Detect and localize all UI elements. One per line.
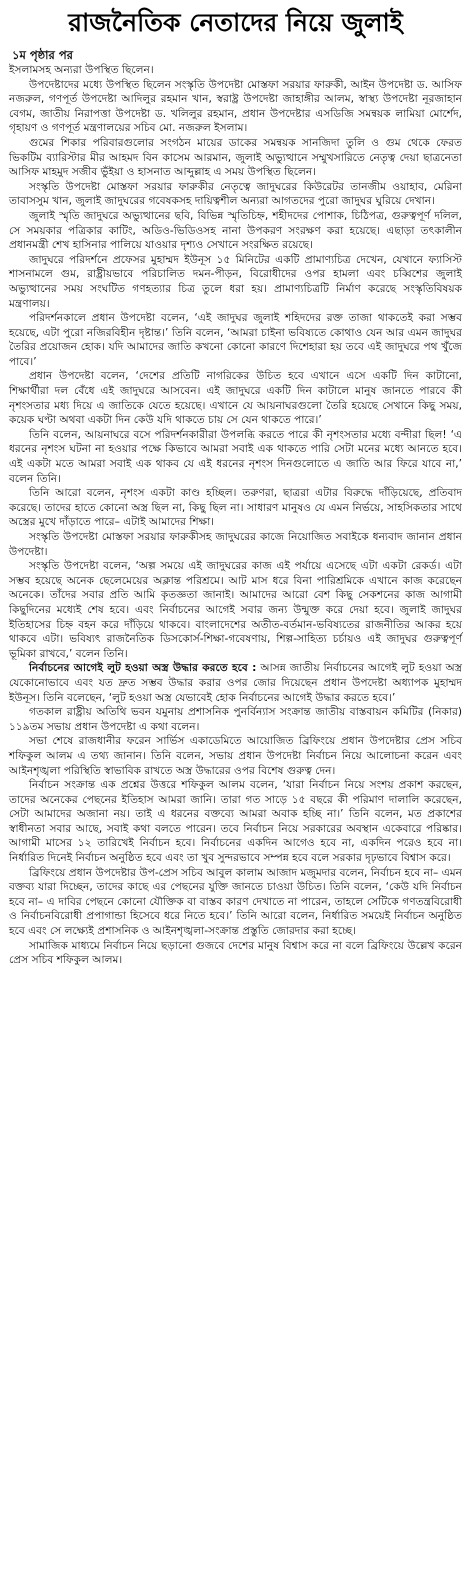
article-paragraph: গতকাল রাষ্ট্রীয় অতিথি ভবন যমুনায় প্রশাসনিক পুনর্বিন্যাস সংক্রান্ত জাতীয় বাস্তবায়ন কমিটির (নিকার) ১১৯তম সভায় প্রধান উপদেষ্টা এ কথা বলেন। xyxy=(9,706,462,733)
article-paragraph: সভা শেষে রাজধানীর ফরেন সার্ভিস একাডেমিতে আয়োজিত ব্রিফিংয়ে প্রধান উপদেষ্টার প্রেস সচিব শফিকুল আলম এ তথ্য জানান। তিনি বলেন, সভায় প্রধান উপদেষ্টা নির্বাচন নিয়ে আলোচনা করেন এবং আইনশৃঙ্খলা পরিস্থিতি স্বাভাবিক রাখতে অস্ত্র উদ্ধারের ওপর বিশেষ গুরুত্ব দেন। xyxy=(9,735,462,777)
article-paragraph: তিনি আরো বলেন, নৃশংস একটা কাণ্ড হচ্ছিল। তরুণরা, ছাত্ররা এটার বিরুদ্ধে দাঁড়িয়েছে, প্রতিবাদ করেছে। তাদের হাতে কোনো অস্ত্র ছিল না, কিছু ছিল না। সাধারণ মানুষও যে এমন নির্ভয়ে, সাহসিকতার সাথে অস্ত্রের মুখে দাঁড়াতে পারে– এটাই আমাদের শিক্ষা। xyxy=(9,487,462,529)
article-paragraph: ব্রিফিংয়ে প্রধান উপদেষ্টার উপ-প্রেস সচিব আবুল কালাম আজাদ মজুমদার বলেন, নির্বাচন হবে না– এমন বক্তব্য যারা দিচ্ছেন, তাদের কাছে এর পেছনের যুক্তি জানতে চাওয়া উচিত। তিনি বলেন, ‘কেউ যদি নির্বাচন হবে না– এ দাবির পেছনে কোনো যৌক্তিক বা বাস্তব কারণ দেখাতে না পারেন, তাহলে সেটিকে গণতন্ত্রবিরোধী ও নির্বাচনবিরোধী প্রপাগান্ডা হিসেবে ধরে নিতে হবে।’ তিনি আরো বলেন, নির্ধারিত সময়েই নির্বাচন অনুষ্ঠিত হবে এবং সে লক্ষ্যেই প্রশাসনিক ও আইনশৃঙ্খলা-সংক্রান্ত প্রস্তুতি জোরদার করা হচ্ছে। xyxy=(9,866,462,938)
article-subhead: নির্বাচনের আগেই লুট হওয়া অস্ত্র উদ্ধার করতে হবে : xyxy=(29,662,257,675)
article-paragraph: নির্বাচন সংক্রান্ত এক প্রশ্নের উত্তরে শফিকুল আলম বলেন, ‘যারা নির্বাচন নিয়ে সংশয় প্রকাশ করছেন, তাদের অনেকের পেছনের ইতিহাস আমরা জানি। তারা গত সাড়ে ১৫ বছরে কী পরিমাণ দালালি করেছেন, সেটা আমাদের অজানা নয়। তাই এ ধরনের বক্তব্যে আমরা অবাক হচ্ছি না।’ তিনি বলেন, মত প্রকাশের স্বাধীনতা সবার আছে, সবাই কথা বলতে পারেন। তবে নির্বাচন নিয়ে সরকারের অবস্থান একেবারে পরিষ্কার। আগামী মাসের ১২ তারিখেই নির্বাচন হবে। নির্বাচনের একদিন আগেও হবে না, একদিন পরেও হবে না। নির্ধারিত দিনেই নির্বাচন অনুষ্ঠিত হবে এবং তা খুব সুন্দরভাবে সম্পন্ন হবে বলে সরকার দৃঢ়ভাবে বিশ্বাস করে। xyxy=(9,779,462,865)
article-paragraph: সংস্কৃতি উপদেষ্টা মোস্তফা সরয়ার ফারুকীসহ জাদুঘরের কাজে নিয়োজিত সবাইকে ধন্যবাদ জানান প্রধান উপদেষ্টা। xyxy=(9,531,462,558)
article-headline: রাজনৈতিক নেতাদের নিয়ে জুলাই xyxy=(68,8,403,37)
article-paragraph: গুমের শিকার পরিবারগুলোর সংগঠন মায়ের ডাকের সমন্বয়ক সানজিদা তুলি ও গুম থেকে ফেরত ভিকটিম ব্যারিস্টার মীর আহমদ বিন কাসেম আরমান, জুলাই অভ্যুত্থানে সম্মুখসারিতে নেতৃত্ব দেয়া ছাত্রনেতা আসিফ মাহমুদ সজীব ভুঁইয়া ও হাসনাত আব্দুল্লাহ এ সময় উপস্থিত ছিলেন। xyxy=(9,136,462,179)
article-paragraph: সামাজিক মাধ্যমে নির্বাচন নিয়ে ছড়ানো গুজবে দেশের মানুষ বিশ্বাস করে না বলে ব্রিফিংয়ে উল্লেখ করেন প্রেস সচিব শফিকুল আলম। xyxy=(9,939,462,967)
article-paragraph: তিনি বলেন, আয়নাঘরে বসে পরিদর্শনকারীরা উপলব্ধি করতে পারে কী নৃশংসতার মধ্যে বন্দীরা ছিল! ‘এ ধরনের নৃশংস ঘটনা না হওয়ার পক্ষে কিভাবে আমরা সবাই এক থাকতে পারি সেটা মনের মধ্যে আনতে হবে। এই একটা মতে আমরা সবাই এক থাকব যে এই ধরনের নৃশংস দিনগুলোতে এ জাতি আর ফিরে যাবে না,’ বলেন তিনি। xyxy=(9,428,462,485)
article-paragraph: পরিদর্শনকালে প্রধান উপদেষ্টা বলেন, ‘এই জাদুঘর জুলাই শহিদদের রক্ত তাজা থাকতেই করা সম্ভব হয়েছে, এটা পুরো নজিরবিহীন দৃষ্টান্ত।’ তিনি বলেন, ‘আমরা চাইনা ভবিষ্যতে কোথাও যেন আর এমন জাদুঘর তৈরির প্রয়োজন হোক। যদি আমাদের জাতি কখনো কোনো কারণে দিশেহারা হয় তবে এই জাদুঘরে পথ খুঁজে পাবে।’ xyxy=(9,312,462,368)
article-paragraph: উপদেষ্টাদের মধ্যে উপস্থিত ছিলেন সংস্কৃতি উপদেষ্টা মোস্তফা সরয়ার ফারুকী, আইন উপদেষ্টা ড. আসিফ নজরুল, গণপূর্ত উপদেষ্টা আদিলুর রহমান খান, স্বরাষ্ট্র উপদেষ্টা জাহাঙ্গীর আলম, স্বাস্থ্য উপদেষ্টা নূরজাহান বেগম, জাতীয় নিরাপত্তা উপদেষ্টা ড. খলিলুর রহমান, প্রধান উপদেষ্টার এসডিজি সমন্বয়ক লামিয়া মোর্শেদ, গৃহায়ণ ও গণপূর্ত মন্ত্রণালয়ের সচিব মো. নজরুল ইসলাম। xyxy=(9,78,462,135)
article-paragraph: জাদুঘরে পরিদর্শনে প্রফেসর মুহাম্মদ ইউনূস ১৫ মিনিটের একটি প্রামাণ্যচিত্র দেখেন, যেখানে ফ্যাসিস্ট শাসনামলে গুম, রাষ্ট্রীয়ভাবে পরিচালিত দমন-পীড়ন, বিরোধীদের ওপর হামলা এবং চব্বিশের জুলাই অভ্যুত্থানের সময় সংঘটিত গণহত্যার চিত্র তুলে ধরা হয়। প্রামাণ্যচিত্রটি নির্মাণ করেছে সংস্কৃতিবিষয়ক মন্ত্রণালয়। xyxy=(9,253,462,310)
article-paragraph: প্রধান উপদেষ্টা বলেন, ‘দেশের প্রতিটি নাগরিকের উচিত হবে এখানে এসে একটি দিন কাটানো, শিক্ষার্থীরা দল বেঁধে এই জাদুঘরে আসবেন। এই জাদুঘরে একটি দিন কাটালে মানুষ জানতে পারবে কী নৃশংসতার মধ্য দিয়ে এ জাতিকে যেতে হয়েছে। এখানে যে আয়নাঘরগুলো তৈরি হয়েছে সেখানে কিছু সময়, কয়েক ঘণ্টা অথবা একটা দিন কেউ যদি থাকতে চায় সে যেন থাকতে পারে।’ xyxy=(9,370,462,427)
article-paragraph: সংস্কৃতি উপদেষ্টা বলেন, ‘অল্প সময়ে এই জাদুঘরের কাজ এই পর্যায়ে এসেছে এটা একটা রেকর্ড। এটা সম্ভব হয়েছে অনেক ছেলেমেয়ের অক্লান্ত পরিশ্রমে। আট মাস ধরে বিনা পারিশ্রমিকে এখানে কাজ করেছেন অনেকে। তাঁদের সবার প্রতি আমি কৃতজ্ঞতা জানাই। আমাদের আরো বেশ কিছু সেকশনের কাজ আগামী কিছুদিনের মধ্যেই শেষ হবে। এবং নির্বাচনের আগেই সবার জন্য উন্মুক্ত করে দেয়া হবে। জুলাই জাদুঘর ইতিহাসের চিহ্ন বহন করে দাঁড়িয়ে থাকবে। বাংলাদেশের অতীত-বর্তমান-ভবিষ্যতের রাজনীতির আকর হয়ে থাকবে এটা। ভবিষ্যৎ রাজনৈতিক ডিসকোর্স-শিক্ষা-গবেষণায়, শিল্প-সাহিত্য চর্চায়ও এই জাদুঘর গুরুত্বপূর্ণ ভূমিকা রাখবে,’ বলেন তিনি। xyxy=(9,560,462,660)
article-paragraph: সংস্কৃতি উপদেষ্টা মোস্তফা সরয়ার ফারুকীর নেতৃত্বে জাদুঘরের কিউরেটর তানজীম ওয়াহাব, মেরিনা তাবাসসুম খান, জুলাই জাদুঘরের গবেষকসহ দায়িত্বশীল অন্যরা আগতদের পুরো জাদুঘর ঘুরিয়ে দেখান। xyxy=(9,180,462,208)
article-paragraph: জুলাই স্মৃতি জাদুঘরে অভ্যুত্থানের ছবি, বিভিন্ন স্মৃতিচিহ্ন, শহীদদের পোশাক, চিঠিপত্র, গুরুত্বপূর্ণ দলিল, সে সময়কার পত্রিকার কাটিং, অডিও-ভিডিওসহ নানা উপকরণ সংরক্ষণ করা হয়েছে। এছাড়া তৎকালীন প্রধানমন্ত্রী শেখ হাসিনার পালিয়ে যাওয়ার দৃশ্যও সেখানে সংরক্ষিত রয়েছে। xyxy=(9,209,462,252)
article-paragraph: ইসলামসহ অন্যরা উপস্থিত ছিলেন। xyxy=(9,64,154,76)
article-body xyxy=(9,63,462,968)
subhead-paragraph-text: আসন্ন জাতীয় নির্বাচনের আগেই লুট হওয়া অস্ত্র যেকোনোভাবে এবং যত দ্রুত সম্ভব উদ্ধার করার ওপর জোর দিয়েছেন প্রধান উপদেষ্টা অধ্যাপক মুহাম্মদ ইউনূস। তিনি বলেছেন, ‘লুট হওয়া অস্ত্র যেভাবেই হোক নির্বাচনের আগেই উদ্ধার করতে হবে।’ xyxy=(9,662,462,704)
subhead-paragraph xyxy=(9,661,462,705)
continuation-label: ১ম পৃষ্ঠার পর xyxy=(12,48,73,62)
